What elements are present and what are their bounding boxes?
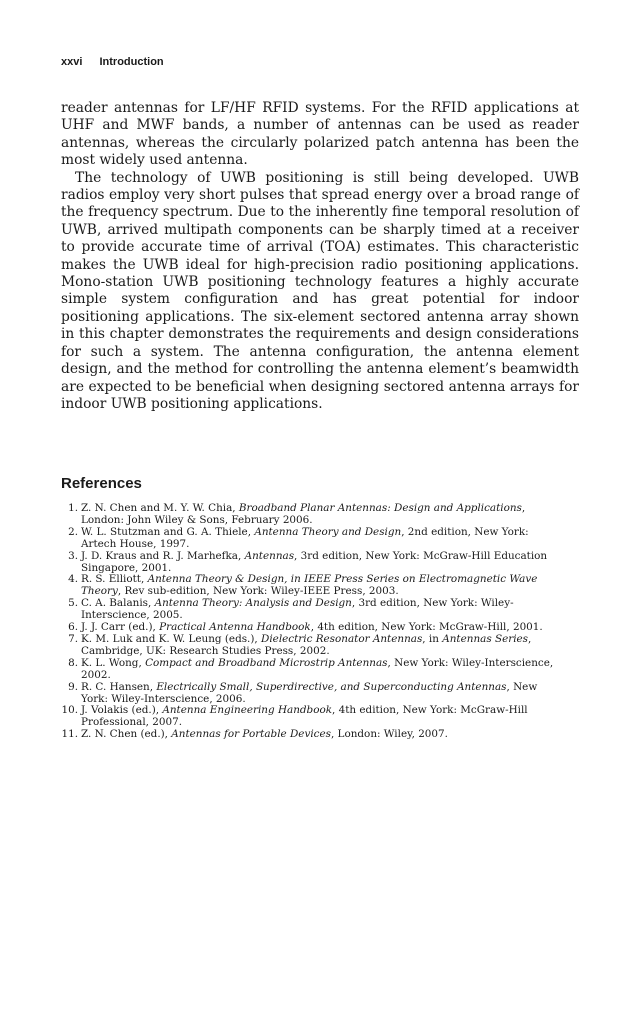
reference-number: 9.	[68, 680, 78, 693]
paragraph: reader antennas for LF/HF RFID systems. For the RFID applications at UHF and MWF bands, a number of antennas can be used as reader antennas, whereas the circularly polarized patch antenna has been the most widely used antenna.	[61, 100, 579, 169]
reference-authors: R. S. Elliott,	[81, 573, 148, 586]
reference-number: 7.	[68, 632, 78, 645]
reference-details: , Cambridge, UK: Research Studies Press, 2002.	[81, 632, 532, 657]
reference-details: , London: Wiley, 2007.	[330, 728, 448, 741]
reference-authors: W. L. Stutzman and G. A. Thiele,	[81, 525, 255, 538]
reference-item	[61, 705, 561, 729]
reference-title: Dielectric Resonator Antennas	[261, 632, 423, 645]
reference-number: 1.	[68, 502, 78, 514]
body-text	[61, 100, 579, 413]
running-head	[61, 56, 164, 68]
reference-number: 3.	[68, 549, 78, 562]
reference-authors: R. C. Hansen,	[81, 680, 157, 693]
reference-authors: C. A. Balanis,	[81, 597, 155, 610]
reference-authors: Z. N. Chen and M. Y. W. Chia,	[81, 502, 239, 514]
reference-item	[61, 658, 561, 682]
reference-details: , in	[422, 632, 443, 645]
reference-item	[61, 551, 561, 575]
reference-authors: J. D. Kraus and R. J. Marhefka,	[81, 549, 245, 562]
reference-title: Electrically Small, Superdirective, and Superconducting Antennas	[156, 680, 507, 693]
reference-number: 6.	[68, 621, 78, 634]
reference-item	[61, 503, 561, 527]
reference-title: Compact and Broadband Microstrip Antennas	[145, 656, 388, 669]
reference-item	[61, 634, 561, 658]
reference-number: 2.	[68, 525, 78, 538]
reference-title: Antennas for Portable Devices	[171, 728, 331, 741]
reference-authors: J. Volakis (ed.),	[81, 704, 163, 717]
chapter-title: Introduction	[99, 56, 164, 68]
reference-authors: Z. N. Chen (ed.),	[81, 728, 172, 741]
reference-authors: J. J. Carr (ed.),	[81, 621, 160, 634]
reference-title: Practical Antenna Handbook	[159, 621, 311, 634]
reference-details: , 3rd edition, New York: Wiley-Interscience, 2005.	[81, 597, 514, 622]
reference-title: Antennas	[244, 549, 295, 562]
reference-details: , London: John Wiley & Sons, February 2006.	[81, 502, 526, 526]
reference-number: 5.	[68, 597, 78, 610]
reference-details: , New York: Wiley-Interscience, 2002.	[81, 656, 554, 681]
references-heading: References	[61, 475, 142, 492]
reference-title: Antenna Theory and Design	[254, 525, 402, 538]
reference-number: 4.	[68, 573, 78, 586]
paragraph: The technology of UWB positioning is still being developed. UWB radios employ very short pulses that spread energy over a broad range of the frequency spectrum. Due to the inherently fine temporal resolution of UWB, arrived multipath components can be sharply timed at a receiver to provide accurate time of arrival (TOA) estimates. This characteristic makes the UWB ideal for high-precision radio positioning applications. Mono-station UWB positioning technology features a highly accurate simple system configuration and has great potential for indoor positioning applications. The six-element sectored antenna array shown in this chapter demonstrates the requirements and design considerations for such a system. The antenna configuration, the antenna element design, and the method for controlling the antenna element’s beamwidth are expected to be beneficial when designing sectored antenna arrays for indoor UWB positioning applications.	[61, 169, 579, 412]
reference-item	[61, 729, 561, 741]
reference-details: , 2nd edition, New York: Artech House, 1997.	[81, 525, 529, 550]
page-number: xxvi	[61, 56, 83, 68]
reference-number: 10.	[61, 704, 78, 717]
reference-details: , New York: Wiley-Interscience, 2006.	[81, 680, 538, 705]
reference-authors: K. L. Wong,	[81, 656, 146, 669]
reference-number: 11.	[61, 728, 78, 741]
reference-title: Antenna Theory & Design, in IEEE Press Series on Electromagnetic Wave Theory	[81, 573, 538, 598]
reference-title: Broadband Planar Antennas: Design and Applications	[238, 502, 522, 514]
reference-details: , Rev sub-edition, New York: Wiley-IEEE Press, 2003.	[117, 585, 399, 598]
reference-details: , 4th edition, New York: McGraw-Hill, 2001.	[310, 621, 543, 634]
reference-details: , 3rd edition, New York: McGraw-Hill Education Singapore, 2001.	[81, 549, 548, 574]
reference-item	[61, 574, 561, 598]
reference-title: Antenna Theory: Analysis and Design	[154, 597, 352, 610]
reference-series: Antennas Series	[442, 632, 529, 645]
reference-item	[61, 527, 561, 551]
reference-authors: K. M. Luk and K. W. Leung (eds.),	[81, 632, 262, 645]
reference-title: Antenna Engineering Handbook	[162, 704, 332, 717]
reference-number: 8.	[68, 656, 78, 669]
reference-list	[61, 503, 561, 741]
reference-item	[61, 682, 561, 706]
reference-details: , 4th edition, New York: McGraw-Hill Professional, 2007.	[81, 704, 528, 729]
reference-item	[61, 598, 561, 622]
